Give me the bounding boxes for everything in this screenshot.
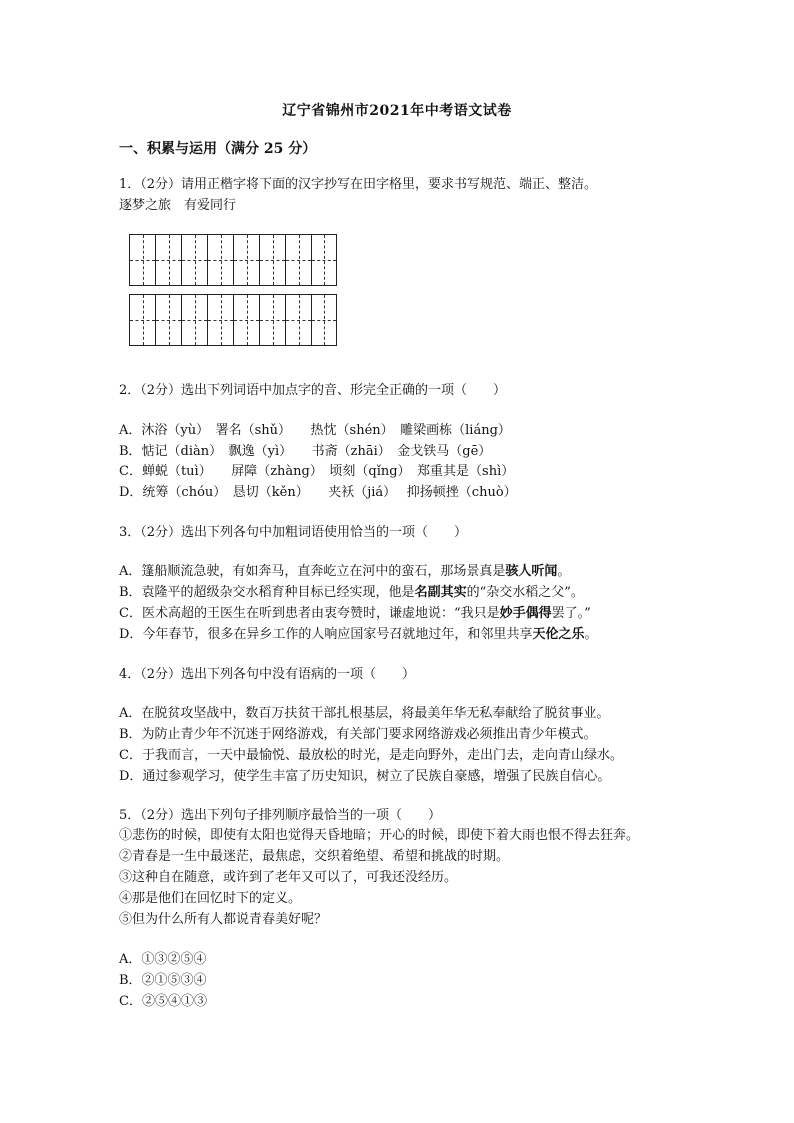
- q3-d-end: 。: [584, 627, 598, 642]
- q3-c-text: C．医术高超的王医生在听到患者由衷夸赞时，谦虚地说：“我只是: [119, 606, 500, 621]
- q5-option-c: C．②⑤④①③: [119, 994, 207, 1009]
- q3-option-c: [119, 605, 591, 623]
- q3-stem: 3．（2分）选出下列各句中加粗词语使用恰当的一项（ ）: [119, 525, 468, 540]
- tianzige-cell[interactable]: [129, 294, 155, 346]
- q4-stem: 4．（2分）选出下列各句中没有语病的一项（ ）: [119, 667, 416, 682]
- tianzige-cell[interactable]: [259, 294, 285, 346]
- q3-a-end: 。: [557, 564, 571, 579]
- q2-stem: 2．（2分）选出下列词语中加点字的音、形完全正确的一项（ ）: [119, 383, 507, 398]
- q4-option-c: C．于我而言，一天中最愉悦、最放松的时光，是走向野外，走出门去，走向青山绿水。: [119, 748, 623, 763]
- tianzige-cell[interactable]: [129, 234, 155, 286]
- tianzige-cell[interactable]: [155, 294, 181, 346]
- q3-b-end: 的“杂交水稻之父”。: [466, 585, 584, 600]
- tianzige-cell[interactable]: [285, 234, 311, 286]
- q4-option-a: A．在脱贫攻坚战中，数百万扶贫干部扎根基层，将最美年华无私奉献给了脱贫事业。: [119, 706, 610, 721]
- q3-d-bold-phrase: 天伦之乐: [532, 627, 585, 642]
- q4-option-d: D．通过参观学习，使学生丰富了历史知识，树立了民族自豪感，增强了民族自信心。: [119, 769, 611, 784]
- q5-sentence-2: ②青春是一生中最迷茫，最焦虑，交织着绝望、希望和挑战的时期。: [119, 849, 510, 864]
- tianzige-cell[interactable]: [181, 294, 207, 346]
- tianzige-cell[interactable]: [207, 234, 233, 286]
- tianzige-row-1[interactable]: [129, 234, 337, 286]
- tianzige-cell[interactable]: [181, 234, 207, 286]
- q3-a-bold-phrase: 骇人听闻: [505, 564, 558, 579]
- q3-c-bold-phrase: 妙手偶得: [499, 606, 552, 621]
- q2-option-b: B．惦记（diàn） 飘逸（yì） 书斋（zhāi） 金戈铁马（gē）: [119, 444, 492, 459]
- tianzige-cell[interactable]: [311, 234, 337, 286]
- q5-option-a: A．①③②⑤④: [119, 952, 207, 967]
- tianzige-cell[interactable]: [233, 294, 259, 346]
- q1-stem: 1．（2分）请用正楷字将下面的汉字抄写在田字格里，要求书写规范、端正、整洁。: [119, 177, 598, 192]
- tianzige-cell[interactable]: [259, 234, 285, 286]
- page-title: 辽宁省锦州市2021年中考语文试卷: [282, 103, 512, 119]
- q3-b-bold-phrase: 名副其实: [414, 585, 467, 600]
- tianzige-cell[interactable]: [285, 294, 311, 346]
- q3-b-text: B．袁隆平的超级杂交水稻育种目标已经实现，他是: [119, 585, 415, 600]
- q2-option-c: C．蝉蜕（tuì） 屏障（zhàng） 顷刻（qǐng） 郑重其是（shì）: [119, 464, 515, 479]
- q3-option-a: [119, 563, 570, 581]
- q5-sentence-5: ⑤但为什么所有人都说青春美好呢？: [119, 912, 328, 927]
- q5-sentence-1: ①悲伤的时候，即使有太阳也觉得天昏地暗；开心的时候，即使下着大雨也恨不得去狂奔。: [119, 828, 640, 843]
- q3-option-d: [119, 626, 597, 644]
- q2-option-d: D．统筹（chóu） 恳切（kěn） 夹袄（jiá） 抑扬顿挫（chuò）: [119, 485, 517, 500]
- tianzige-cell[interactable]: [207, 294, 233, 346]
- section-heading: 一、积累与运用（满分 25 分）: [119, 141, 317, 157]
- q5-sentence-3: ③这种自在随意，或许到了老年又可以了，可我还没经历。: [119, 870, 458, 885]
- q2-option-a: A．沐浴（yù） 署名（shǔ） 热忱（shén） 雕梁画栋（liáng）: [119, 423, 511, 438]
- q3-c-end: 罢了。”: [551, 606, 591, 621]
- q1-text: 逐梦之旅 有爱同行: [119, 198, 237, 213]
- tianzige-row-2[interactable]: [129, 294, 337, 346]
- q5-sentence-4: ④那是他们在回忆时下的定义。: [119, 891, 302, 906]
- q5-option-b: B．②①⑤③④: [119, 973, 207, 988]
- tianzige-cell[interactable]: [233, 234, 259, 286]
- q3-a-text: A．篷船顺流急驶，有如奔马，直奔屹立在河中的蛮石，那场景真是: [119, 564, 506, 579]
- q4-option-b: B．为防止青少年不沉迷于网络游戏，有关部门要求网络游戏必须推出青少年模式。: [119, 727, 597, 742]
- tianzige-cell[interactable]: [311, 294, 337, 346]
- tianzige-cell[interactable]: [155, 234, 181, 286]
- q3-option-b: [119, 584, 584, 602]
- q3-d-text: D．今年春节，很多在异乡工作的人响应国家号召就地过年，和邻里共享: [119, 627, 533, 642]
- q5-stem: 5．（2分）选出下列句子排列顺序最恰当的一项（ ）: [119, 808, 442, 823]
